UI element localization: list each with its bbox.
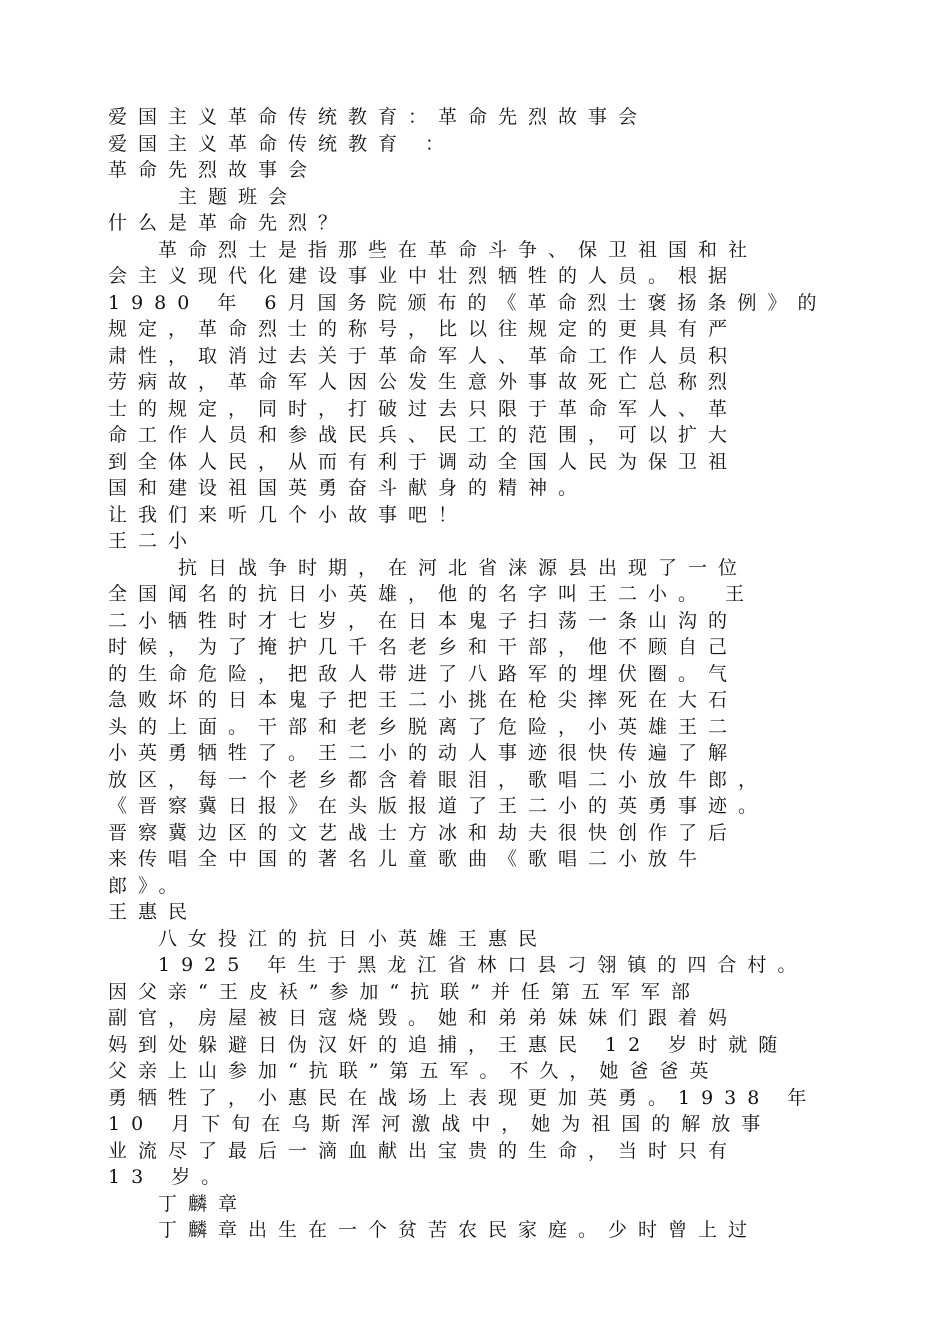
paragraph-line: 郎》。 xyxy=(108,875,189,897)
paragraph-line: 父亲上山参加“抗联”第五军。不久，她爸爸英 xyxy=(108,1060,720,1082)
subtitle-line: 革命先烈故事会 xyxy=(108,159,319,181)
paragraph-line: 二小牺牲时才七岁，在日本鬼子扫荡一条山沟的 xyxy=(108,610,739,632)
paragraph-line: 革命烈士是指那些在革命斗争、保卫祖国和社 xyxy=(158,239,759,261)
paragraph-line: 时候，为了掩护几千名老乡和干部，他不顾自己 xyxy=(108,636,739,658)
paragraph-line: 让我们来听几个小故事吧！ xyxy=(108,504,469,526)
paragraph-line: 抗日战争时期，在河北省涞源县出现了一位 xyxy=(178,557,749,579)
paragraph-line: 10 月下旬在乌斯浑河激战中，她为祖国的解放事 xyxy=(108,1113,772,1135)
paragraph-line: 到全体人民，从而有利于调动全国人民为保卫祖 xyxy=(108,451,739,473)
paragraph-line: 妈到处躲避日伪汉奸的追捕，王惠民 12 岁时就随 xyxy=(108,1034,789,1056)
paragraph-line: 来传唱全中国的著名儿童歌曲《歌唱二小放牛 xyxy=(108,848,709,870)
document-title: 爱国主义革命传统教育：革命先烈故事会 xyxy=(108,106,649,128)
paragraph-line: 晋察冀边区的文艺战士方冰和劫夫很快创作了后 xyxy=(108,822,739,844)
paragraph-line: 勇牺牲了，小惠民在战场上表现更加英勇。1938 年 xyxy=(108,1087,818,1109)
section-subheading: 八女投江的抗日小英雄王惠民 xyxy=(158,928,549,950)
paragraph-line: 因父亲“王皮袄”参加“抗联”并任第五军军部 xyxy=(108,981,701,1003)
paragraph-line: 士的规定，同时，打破过去只限于革命军人、革 xyxy=(108,398,739,420)
paragraph-line: 13 岁。 xyxy=(108,1166,232,1188)
paragraph-line: 命工作人员和参战民兵、民工的范围，可以扩大 xyxy=(108,424,739,446)
paragraph-line: 《晋察冀日报》在头版报道了王二小的英勇事迹。 xyxy=(108,795,769,817)
paragraph-line: 1980 年 6月国务院颁布的《革命烈士褒扬条例》的 xyxy=(108,292,828,314)
section-heading: 王惠民 xyxy=(108,901,199,923)
paragraph-line: 会主义现代化建设事业中壮烈牺牲的人员。根据 xyxy=(108,265,739,287)
subtitle-line: 爱国主义革命传统教育 ： xyxy=(108,133,456,155)
paragraph-line: 头的上面。干部和老乡脱离了危险，小英雄王二 xyxy=(108,716,739,738)
paragraph-line: 业流尽了最后一滴血献出宝贵的生命，当时只有 xyxy=(108,1140,739,1162)
paragraph-line: 1925 年生于黑龙江省林口县刁翎镇的四合村。 xyxy=(158,954,808,976)
paragraph-line: 副官，房屋被日寇烧毁。她和弟弟妹妹们跟着妈 xyxy=(108,1007,739,1029)
paragraph-line: 国和建设祖国英勇奋斗献身的精神。 xyxy=(108,477,589,499)
paragraph-line: 规定，革命烈士的称号，比以往规定的更具有严 xyxy=(108,318,739,340)
paragraph-line: 劳病故，革命军人因公发生意外事故死亡总称烈 xyxy=(108,371,739,393)
section-heading: 什么是革命先烈？ xyxy=(108,212,349,234)
section-heading: 丁麟章 xyxy=(158,1193,249,1215)
paragraph-line: 小英勇牺牲了。王二小的动人事迹很快传遍了解 xyxy=(108,742,739,764)
paragraph-line: 急败坏的日本鬼子把王二小挑在枪尖摔死在大石 xyxy=(108,689,739,711)
paragraph-line: 全国闻名的抗日小英雄，他的名字叫王二小。 王 xyxy=(108,583,756,605)
subtitle-line: 主题班会 xyxy=(178,186,299,208)
paragraph-line: 肃性，取消过去关于革命军人、革命工作人员积 xyxy=(108,345,739,367)
paragraph-line: 丁麟章出生在一个贫苦农民家庭。少时曾上过 xyxy=(158,1219,759,1241)
paragraph-line: 的生命危险，把敌人带进了八路军的埋伏圈。气 xyxy=(108,663,739,685)
paragraph-line: 放区，每一个老乡都含着眼泪，歌唱二小放牛郎， xyxy=(108,769,769,791)
section-heading: 王二小 xyxy=(108,530,199,552)
